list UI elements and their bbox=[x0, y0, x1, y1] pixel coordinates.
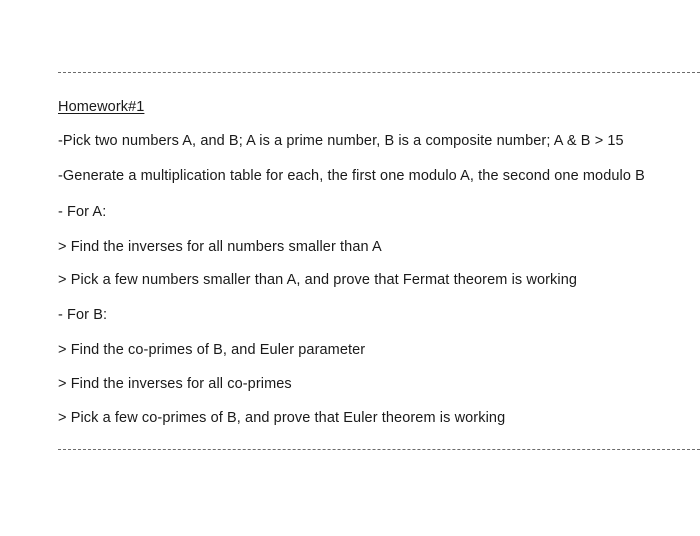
task-b-coprimes: > Find the co-primes of B, and Euler parameter bbox=[58, 342, 366, 358]
section-for-b: - For B: bbox=[58, 307, 108, 323]
instruction-pick-numbers: -Pick two numbers A, and B; A is a prime number, B is a composite number; A & B > 15 bbox=[58, 133, 624, 149]
task-b-inverses: > Find the inverses for all co-primes bbox=[58, 376, 292, 392]
top-dashed-divider bbox=[58, 72, 700, 73]
instruction-multiplication-table: -Generate a multiplication table for each, the first one modulo A, the second one modulo B bbox=[58, 168, 645, 184]
section-for-a: - For A: bbox=[58, 204, 107, 220]
bottom-dashed-divider bbox=[58, 449, 700, 450]
task-b-euler: > Pick a few co-primes of B, and prove that Euler theorem is working bbox=[58, 410, 506, 426]
task-a-inverses: > Find the inverses for all numbers smaller than A bbox=[58, 239, 382, 255]
homework-title: Homework#1 bbox=[58, 99, 145, 115]
task-a-fermat: > Pick a few numbers smaller than A, and prove that Fermat theorem is working bbox=[58, 272, 578, 288]
